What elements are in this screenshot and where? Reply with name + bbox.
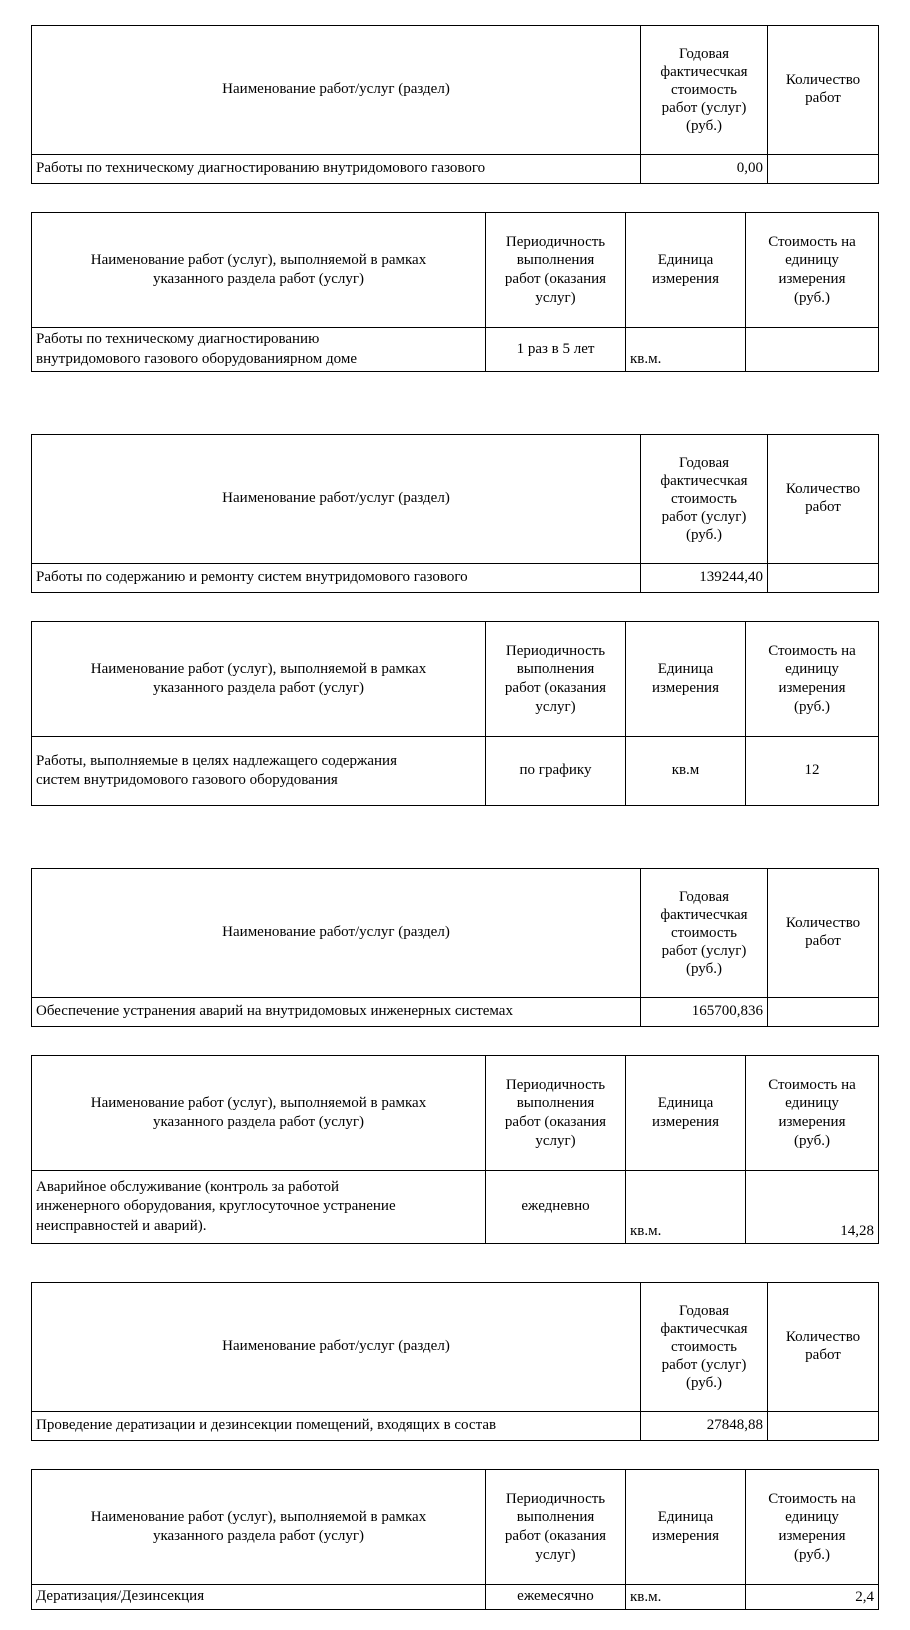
header-periodicity-line1: Периодичность: [505, 642, 606, 659]
detail-periodicity-value: 1 раз в 5 лет: [486, 328, 626, 372]
header-periodicity: [486, 1470, 626, 1585]
detail-name-line1: Работы по техническому диагностированию: [36, 331, 320, 347]
header-unit-price-line1: Стоимость на: [768, 1490, 856, 1507]
header-annual-cost: [641, 26, 768, 155]
detail-table-2: [31, 621, 879, 806]
header-periodicity: [486, 1056, 626, 1171]
header-annual-cost-line1: Годовая: [679, 1303, 729, 1319]
table-spacer: [31, 593, 879, 621]
header-detail-name: [32, 213, 486, 328]
detail-name-line3: неисправностей и аварий).: [36, 1217, 207, 1234]
header-annual-cost-line4: работ (услуг): [661, 1357, 747, 1373]
header-unit-price-line1: Стоимость на: [768, 1076, 856, 1093]
detail-name-value: [32, 328, 486, 372]
header-detail-name-line1: Наименование работ (услуг), выполняемой в рамках: [90, 252, 427, 269]
header-unit: [626, 1470, 746, 1585]
section-name-value: Проведение дератизации и дезинсекции помещений, входящих в состав: [32, 1412, 641, 1441]
header-periodicity-line3: работ (оказания: [504, 680, 607, 696]
header-periodicity-line3: работ (оказания: [504, 271, 607, 287]
header-work-count-line2: работ: [805, 499, 841, 515]
header-annual-cost-line1: Годовая: [679, 889, 729, 905]
header-unit-price-line3: измерения: [778, 1114, 846, 1130]
detail-unit-value: кв.м.: [626, 328, 746, 372]
header-periodicity-line1: Периодичность: [505, 233, 606, 250]
header-unit-line2: измерения: [651, 271, 719, 287]
header-periodicity-line2: выполнения: [516, 661, 595, 678]
detail-periodicity-value: ежемесячно: [486, 1585, 626, 1610]
header-work-count: [768, 26, 879, 155]
header-periodicity: [486, 213, 626, 328]
detail-table-3: [31, 1055, 879, 1244]
header-annual-cost: [641, 435, 768, 564]
header-annual-cost-line3: стоимость: [671, 925, 737, 941]
header-periodicity-line1: Периодичность: [505, 1490, 606, 1507]
detail-price-value: 2,4: [746, 1585, 879, 1610]
table-row: [32, 564, 879, 593]
header-detail-name-line1: Наименование работ (услуг), выполняемой в рамках: [90, 1509, 427, 1526]
header-work-count-line1: Количество: [785, 1329, 861, 1346]
header-unit-price: [746, 1470, 879, 1585]
header-annual-cost-line2: фактичесчкая: [660, 473, 748, 489]
header-annual-cost-line3: стоимость: [671, 1339, 737, 1355]
section-cost-value: 165700,836: [641, 998, 768, 1027]
section-table-4: [31, 1282, 879, 1441]
header-work-count: [768, 869, 879, 998]
header-annual-cost-line4: работ (услуг): [661, 100, 747, 116]
header-annual-cost-line2: фактичесчкая: [660, 1321, 748, 1337]
header-work-count-line1: Количество: [785, 481, 861, 498]
table-spacer: [31, 372, 879, 434]
header-work-count-line2: работ: [805, 1347, 841, 1363]
detail-unit-value: кв.м: [626, 737, 746, 806]
detail-name-line1: Аварийное обслуживание (контроль за работой: [36, 1178, 339, 1195]
header-periodicity-line4: услуг): [535, 1546, 576, 1563]
header-periodicity: [486, 622, 626, 737]
header-unit-price-line1: Стоимость на: [768, 233, 856, 250]
header-detail-name: [32, 1470, 486, 1585]
header-annual-cost: [641, 869, 768, 998]
detail-price-value: 12: [746, 737, 879, 806]
table-header-row: [32, 1283, 879, 1412]
section-count-value: [768, 1412, 879, 1441]
header-work-count-line2: работ: [805, 90, 841, 106]
detail-table-4: [31, 1469, 879, 1610]
detail-name-line2: внутридомового газового оборудованиярном доме: [36, 350, 357, 367]
detail-name-line2: систем внутридомового газового оборудования: [36, 772, 338, 788]
header-unit-line1: Единица: [657, 661, 714, 678]
header-unit-line2: измерения: [651, 680, 719, 696]
detail-price-value: [746, 328, 879, 372]
section-cost-value: 0,00: [641, 155, 768, 184]
table-header-row: [32, 622, 879, 737]
table-header-row: [32, 213, 879, 328]
table-header-row: [32, 435, 879, 564]
header-section-name: Наименование работ/услуг (раздел): [32, 869, 641, 998]
detail-name-line1: Работы, выполняемые в целях надлежащего содержания: [36, 752, 397, 769]
header-unit: [626, 1056, 746, 1171]
header-detail-name-line2: указанного раздела работ (услуг): [152, 680, 365, 696]
header-annual-cost-line2: фактичесчкая: [660, 64, 748, 80]
table-row: [32, 998, 879, 1027]
header-unit-price-line2: единицу: [785, 1509, 839, 1526]
detail-unit-value: кв.м.: [626, 1171, 746, 1244]
header-detail-name-line1: Наименование работ (услуг), выполняемой в рамках: [90, 661, 427, 678]
header-periodicity-line2: выполнения: [516, 252, 595, 269]
table-row: [32, 328, 879, 372]
header-annual-cost-line3: стоимость: [671, 82, 737, 98]
header-unit-price-line3: измерения: [778, 1528, 846, 1544]
header-work-count: [768, 1283, 879, 1412]
section-name-value: Работы по содержанию и ремонту систем внутридомового газового: [32, 564, 641, 593]
header-unit-price-line2: единицу: [785, 252, 839, 269]
header-unit-line2: измерения: [651, 1114, 719, 1130]
header-unit-price-line2: единицу: [785, 661, 839, 678]
header-annual-cost-line1: Годовая: [679, 46, 729, 62]
header-unit-line1: Единица: [657, 252, 714, 269]
table-spacer: [31, 1027, 879, 1055]
header-unit-price: [746, 622, 879, 737]
header-periodicity-line3: работ (оказания: [504, 1114, 607, 1130]
table-header-row: [32, 1470, 879, 1585]
detail-periodicity-value: по графику: [486, 737, 626, 806]
header-annual-cost-line2: фактичесчкая: [660, 907, 748, 923]
header-work-count-line1: Количество: [785, 72, 861, 89]
header-unit-line2: измерения: [651, 1528, 719, 1544]
header-unit-price-line4: (руб.): [794, 1546, 830, 1563]
header-unit-price-line4: (руб.): [794, 1132, 830, 1149]
header-unit-price-line4: (руб.): [794, 698, 830, 715]
table-spacer: [31, 806, 879, 868]
section-count-value: [768, 155, 879, 184]
table-row: [32, 737, 879, 806]
table-row: [32, 1585, 879, 1610]
detail-table-1: [31, 212, 879, 372]
header-work-count: [768, 435, 879, 564]
detail-unit-value: кв.м.: [626, 1585, 746, 1610]
header-work-count-line1: Количество: [785, 915, 861, 932]
table-spacer: [31, 184, 879, 212]
section-cost-value: 27848,88: [641, 1412, 768, 1441]
header-section-name: Наименование работ/услуг (раздел): [32, 26, 641, 155]
header-work-count-line2: работ: [805, 933, 841, 949]
detail-name-value: [32, 1171, 486, 1244]
table-spacer: [31, 1441, 879, 1469]
header-detail-name-line2: указанного раздела работ (услуг): [152, 1528, 365, 1544]
header-periodicity-line2: выполнения: [516, 1095, 595, 1112]
header-annual-cost: [641, 1283, 768, 1412]
section-table-3: [31, 868, 879, 1027]
header-unit: [626, 213, 746, 328]
header-unit: [626, 622, 746, 737]
header-unit-price-line3: измерения: [778, 680, 846, 696]
header-unit-line1: Единица: [657, 1509, 714, 1526]
table-header-row: [32, 26, 879, 155]
table-header-row: [32, 1056, 879, 1171]
header-unit-price-line1: Стоимость на: [768, 642, 856, 659]
section-count-value: [768, 998, 879, 1027]
section-count-value: [768, 564, 879, 593]
table-spacer: [31, 1244, 879, 1282]
header-annual-cost-line5: (руб.): [686, 118, 722, 134]
header-unit-price-line4: (руб.): [794, 289, 830, 306]
detail-name-value: Дератизация/Дезинсекция: [32, 1585, 486, 1610]
header-annual-cost-line1: Годовая: [679, 455, 729, 471]
section-table-2: [31, 434, 879, 593]
header-annual-cost-line3: стоимость: [671, 491, 737, 507]
header-unit-line1: Единица: [657, 1095, 714, 1112]
detail-name-line2: инженерного оборудования, круглосуточное устранение: [36, 1198, 396, 1215]
header-detail-name-line2: указанного раздела работ (услуг): [152, 1114, 365, 1130]
header-annual-cost-line5: (руб.): [686, 961, 722, 977]
header-annual-cost-line5: (руб.): [686, 527, 722, 543]
section-table-1: [31, 25, 879, 184]
header-unit-price-line3: измерения: [778, 271, 846, 287]
header-periodicity-line2: выполнения: [516, 1509, 595, 1526]
header-detail-name: [32, 1056, 486, 1171]
detail-name-value: [32, 737, 486, 806]
header-section-name: Наименование работ/услуг (раздел): [32, 435, 641, 564]
section-name-value: Работы по техническому диагностированию внутридомового газового: [32, 155, 641, 184]
header-annual-cost-line5: (руб.): [686, 1375, 722, 1391]
header-annual-cost-line4: работ (услуг): [661, 509, 747, 525]
header-annual-cost-line4: работ (услуг): [661, 943, 747, 959]
table-row: [32, 1412, 879, 1441]
table-header-row: [32, 869, 879, 998]
header-unit-price: [746, 1056, 879, 1171]
header-detail-name: [32, 622, 486, 737]
detail-price-value: 14,28: [746, 1171, 879, 1244]
header-detail-name-line1: Наименование работ (услуг), выполняемой в рамках: [90, 1095, 427, 1112]
header-periodicity-line4: услуг): [535, 698, 576, 715]
header-unit-price-line2: единицу: [785, 1095, 839, 1112]
header-unit-price: [746, 213, 879, 328]
header-periodicity-line3: работ (оказания: [504, 1528, 607, 1544]
table-row: [32, 155, 879, 184]
detail-periodicity-value: ежедневно: [486, 1171, 626, 1244]
section-name-value: Обеспечение устранения аварий на внутридомовых инженерных системах: [32, 998, 641, 1027]
header-detail-name-line2: указанного раздела работ (услуг): [152, 271, 365, 287]
header-periodicity-line4: услуг): [535, 289, 576, 306]
header-periodicity-line4: услуг): [535, 1132, 576, 1149]
table-row: [32, 1171, 879, 1244]
header-section-name: Наименование работ/услуг (раздел): [32, 1283, 641, 1412]
section-cost-value: 139244,40: [641, 564, 768, 593]
header-periodicity-line1: Периодичность: [505, 1076, 606, 1093]
